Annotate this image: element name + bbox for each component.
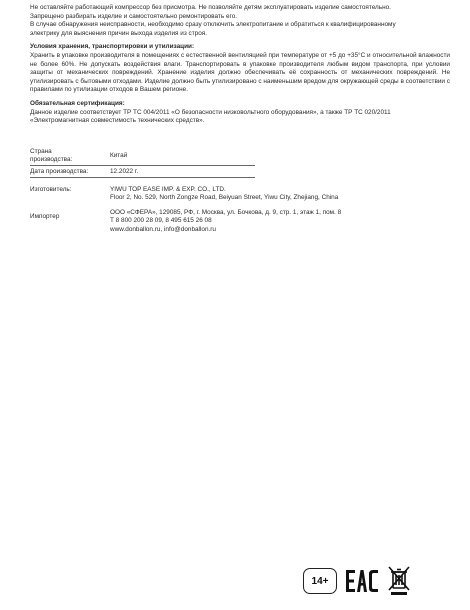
importer-phones: Т 8 800 200 28 09, 8 495 615 26 08 xyxy=(110,217,212,225)
crossed-out-bin-icon xyxy=(387,566,411,596)
intro-line-2: Запрещено разбирать изделие и самостоятельно ремонтировать его. xyxy=(30,12,238,20)
manufacturer-row xyxy=(30,186,450,203)
intro-line-4: электрику для выяснения причин выхода изделия из строя. xyxy=(30,29,207,37)
country-row xyxy=(30,148,450,165)
country-label-line-2: производства: xyxy=(30,156,73,164)
manufacturer-label: Изготовитель: xyxy=(30,185,72,193)
origin-table xyxy=(30,148,450,178)
intro-line-3: В случае обнаружения неисправности, необходимо сразу отключить электропитание и обратиться к квалифицированному xyxy=(30,21,396,29)
manufacturer-name: YIWU TOP EASE IMP. & EXP. CO., LTD. xyxy=(110,185,226,193)
storage-title: Условия хранения, транспортировки и утилизации: xyxy=(30,43,195,51)
storage-text: Хранить в упаковке производителя в помещениях с естественной вентиляцией при температуре от +5 до +35°С и относительной влажности не более 60%. Не допускать воздействия влаги. Транспортировать в упаковке производителя любым видом транспорта, при условии защиты от механических повреждений. Хранение изделия должно обеспечивать её сохранность от механических повреждений. Не утилизировать с бытовыми отходами. Изделие должно быть утилизировано с наименьшим вредом для окружающей среды в соответствии с правилами по утилизации отходов в Вашем регионе. xyxy=(30,51,450,94)
intro-line-1: Не оставляйте работающий компрессор без присмотра. Не позволяйте детям эксплуатировать изделие самостоятельно. xyxy=(30,4,391,11)
certification-title: Обязательная сертификация: xyxy=(30,99,125,107)
divider xyxy=(30,165,255,166)
eac-mark-icon xyxy=(345,568,379,594)
manufacturer-address: Floor 2, No. 529, North Zongze Road, Beiyuan Street, Yiwu City, Zhejiang, China xyxy=(110,194,339,202)
importer-label: Импортер xyxy=(30,212,60,220)
date-label: Дата производства: xyxy=(30,167,89,175)
importer-address: ООО «СФЕРА», 129085, РФ, г. Москва, ул. Бочкова, д. 9, стр. 1, этаж 1, пом. 8 xyxy=(110,208,342,216)
certification-text: Данное изделие соответствует ТР ТС 004/2011 «О безопасности низковольтного оборудования», а также ТР ТС 020/2011 «Электромагнитная совместимость технических средств». xyxy=(30,108,391,125)
age-rating-icon: 14+ xyxy=(303,568,337,594)
document-page xyxy=(30,4,450,234)
date-value: 12.2022 г. xyxy=(110,167,139,175)
country-value: Китай xyxy=(110,151,128,159)
importer-contacts: www.donballon.ru, info@donballon.ru xyxy=(110,225,216,233)
country-label xyxy=(30,148,110,165)
certification-marks xyxy=(303,566,411,596)
date-row xyxy=(30,168,450,177)
country-label-line-1: Страна xyxy=(30,147,52,155)
importer-row xyxy=(30,209,450,235)
